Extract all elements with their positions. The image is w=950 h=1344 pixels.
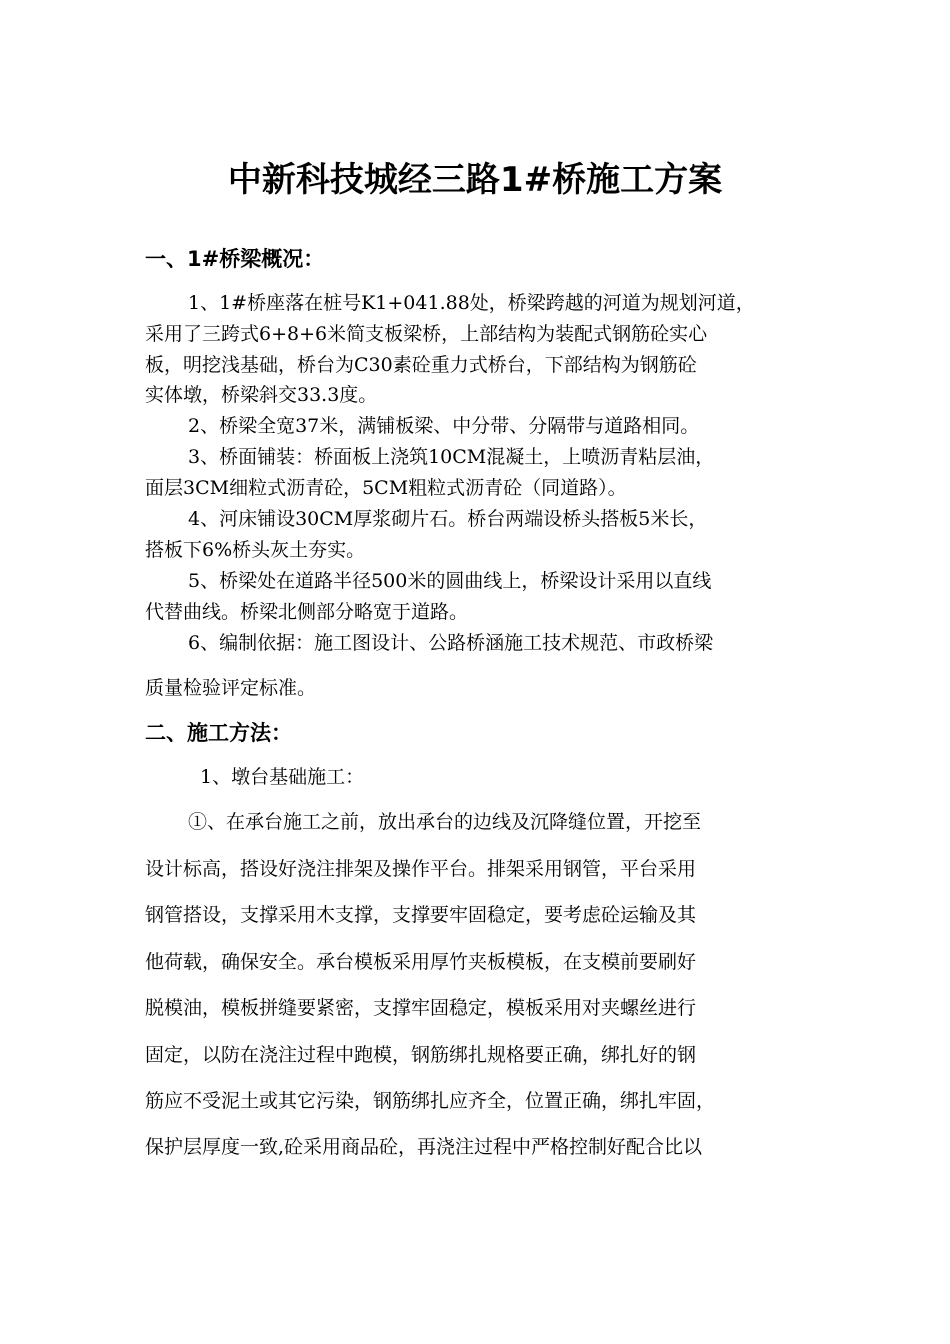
paragraph-line: ①、在承台施工之前，放出承台的边线及沉降缝位置，开挖至 (188, 811, 702, 833)
paragraph-line: 脱模油，模板拼缝要紧密，支撑牢固稳定，模板采用对夹螺丝进行 (145, 997, 697, 1019)
document-title: 中新科技城经三路1#桥施工方案 (227, 160, 723, 200)
paragraph-line: 钢管搭设，支撑采用木支撑，支撑要牢固稳定，要考虑砼运输及其 (145, 904, 697, 926)
paragraph-line: 设计标高，搭设好浇注排架及操作平台。排架采用钢管，平台采用 (145, 858, 697, 880)
paragraph-line: 板，明挖浅基础，桥台为C30素砼重力式桥台，下部结构为钢筋砼 (145, 354, 697, 376)
paragraph-line: 保护层厚度一致,砼采用商品砼，再浇注过程中严格控制好配合比以 (145, 1136, 703, 1158)
paragraph-line: 实体墩，桥梁斜交33.3度。 (145, 384, 378, 406)
paragraph-line: 3、桥面铺装：桥面板上浇筑10CM混凝土，上喷沥青粘层油， (188, 446, 715, 468)
paragraph-line: 1、墩台基础施工： (200, 766, 365, 788)
paragraph-line: 代替曲线。桥梁北侧部分略宽于道路。 (145, 601, 469, 623)
paragraph-line: 2、桥梁全宽37米，满铺板梁、中分带、分隔带与道路相同。 (188, 415, 700, 437)
paragraph-line: 6、编制依据：施工图设计、公路桥涵施工技术规范、市政桥梁 (188, 632, 714, 654)
section-heading-methods: 二、施工方法： (145, 721, 292, 745)
paragraph-line: 固定，以防在浇注过程中跑模，钢筋绑扎规格要正确，绑扎好的钢 (145, 1044, 697, 1066)
paragraph-line: 质量检验评定标准。 (145, 677, 317, 699)
paragraph-line: 面层3CM细粒式沥青砼，5CM粗粒式沥青砼（同道路）。 (145, 477, 627, 499)
paragraph-line: 5、桥梁处在道路半径500米的圆曲线上，桥梁设计采用以直线 (188, 570, 712, 592)
paragraph-line: 他荷载，确保安全。承台模板采用厚竹夹板模板，在支模前要刷好 (145, 951, 697, 973)
paragraph-line: 筋应不受泥土或其它污染，钢筋绑扎应齐全，位置正确，绑扎牢固， (145, 1090, 716, 1112)
section-heading-overview: 一、1#桥梁概况： (145, 247, 325, 271)
paragraph-line: 搭板下6%桥头灰土夯实。 (145, 539, 366, 561)
paragraph-line: 1、1#桥座落在桩号K1+041.88处，桥梁跨越的河道为规划河道， (188, 292, 755, 314)
paragraph-line: 4、河床铺设30CM厚浆砌片石。桥台两端设桥头搭板5米长， (188, 508, 708, 530)
paragraph-line: 采用了三跨式6+8+6米简支板梁桥，上部结构为装配式钢筋砼实心 (145, 323, 708, 345)
